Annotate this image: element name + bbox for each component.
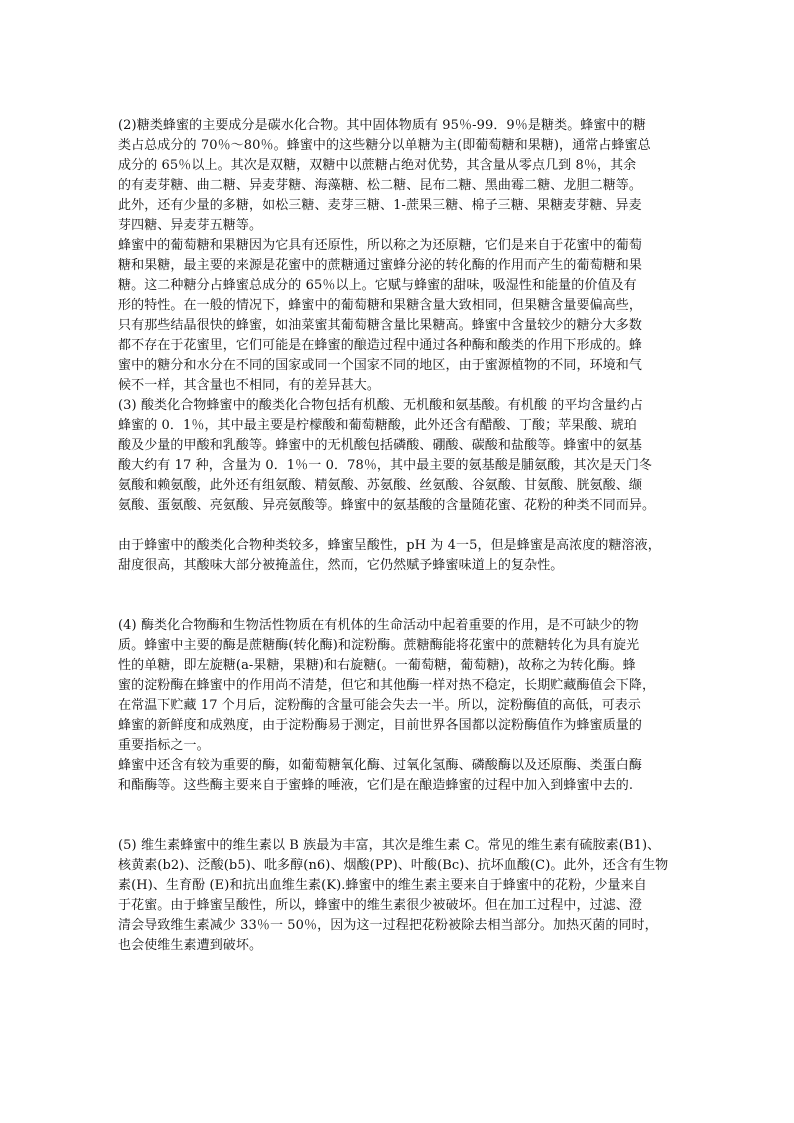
- text-line: 蜂蜜的新鲜度和成熟度，由于淀粉酶易于测定，目前世界各国都以淀粉酶值作为蜂蜜质量的: [118, 718, 643, 733]
- text-line: 也会使维生素遭到破坏。: [118, 938, 263, 953]
- text-line: 重要指标之一。: [118, 738, 210, 753]
- text-line: 都不存在于花蜜里，它们可能是在蜂蜜的酿造过程中通过各种酶和酸类的作用下形成的。蜂: [118, 338, 643, 353]
- section-acidity-note: [118, 536, 680, 576]
- text-line: 糖和果糖，最主要的来源是花蜜中的蔗糖通过蜜蜂分泌的转化酶的作用而产生的葡萄糖和果: [118, 258, 643, 273]
- text-line: (4) 酶类化合物酶和生物活性物质在有机体的生命活动中起着重要的作用，是不可缺少的物: [118, 618, 639, 633]
- text-line: 核黄素(b2)、泛酸(b5)、吡多醇(n6)、烟酸(PP)、叶酸(Bc)、抗坏血酸(C)。此外，还含有生物: [118, 858, 669, 873]
- text-line: 甜度很高，其酸味大部分被掩盖住，然而，它仍然赋予蜂蜜味道上的复杂性。: [118, 558, 564, 573]
- text-line: 蜂蜜中还含有较为重要的酶，如葡萄糖氧化酶、过氧化氢酶、磷酸酶以及还原酶、类蛋白酶: [118, 758, 643, 773]
- text-line: 于花蜜。由于蜂蜜呈酸性，所以，蜂蜜中的维生素很少被破坏。但在加工过程中，过滤、澄: [118, 898, 643, 913]
- text-line: 只有那些结晶很快的蜂蜜，如油菜蜜其葡萄糖含量比果糖高。蜂蜜中含量较少的糖分大多数: [118, 318, 643, 333]
- text-line: 性的单糖，即左旋糖(a-果糖，果糖)和右旋糖(。一葡萄糖，葡萄糖)，故称之为转化酶。蜂: [118, 658, 636, 673]
- text-line: 形的特性。在一般的情况下，蜂蜜中的葡萄糖和果糖含量大致相同，但果糖含量要偏高些，: [118, 298, 643, 313]
- text-line: 类占总成分的 70％～80％。蜂蜜中的这些糖分以单糖为主(即葡萄糖和果糖)，通常占蜂蜜总: [118, 138, 651, 153]
- text-line: 糖。这二种糖分占蜂蜜总成分的 65％以上。它赋与蜂蜜的甜味，吸湿性和能量的价值及有: [118, 278, 637, 293]
- text-line: 蜂蜜的 0．1％，其中最主要是柠檬酸和葡萄糖酸，此外还含有醋酸、丁酸；苹果酸、琥珀: [118, 418, 637, 433]
- document-page: [118, 116, 680, 956]
- text-line: 和酯酶等。这些酶主要来自于蜜蜂的唾液，它们是在酿造蜂蜜的过程中加入到蜂蜜中去的.: [118, 778, 634, 793]
- text-line: 成分的 65％以上。其次是双糖，双糖中以蔗糖占绝对优势，其含量从零点几到 8％，其余: [118, 158, 637, 173]
- text-line: 蜜中的糖分和水分在不同的国家或同一个国家不同的地区，由于蜜源植物的不同，环境和气: [118, 358, 643, 373]
- text-line: (5) 维生素蜂蜜中的维生素以 B 族最为丰富，其次是维生素 C。常见的维生素有硫胺素(B1)、: [118, 838, 661, 853]
- text-line: 在常温下贮藏 17 个月后，淀粉酶的含量可能会失去一半。所以，淀粉酶值的高低，可表示: [118, 698, 642, 713]
- text-line: 由于蜂蜜中的酸类化合物种类较多，蜂蜜呈酸性，pH 为 4一5，但是蜂蜜是高浓度的糖溶液，: [118, 538, 661, 553]
- text-line: 氨酸和赖氨酸，此外还有组氨酸、精氨酸、苏氨酸、丝氨酸、谷氨酸、甘氨酸、胱氨酸、缬: [118, 478, 643, 493]
- paragraph-gap: [118, 796, 680, 836]
- paragraph-gap: [118, 576, 680, 616]
- text-line: 素(H)、生育酚 (E)和抗出血维生素(K).蜂蜜中的维生素主要来自于蜂蜜中的花粉，少量来自: [118, 878, 647, 893]
- text-line: 氨酸、蛋氨酸、亮氨酸、异亮氨酸等。蜂蜜中的氨基酸的含量随花蜜、花粉的种类不同而异。: [118, 498, 656, 513]
- text-line: 候不一样，其含量也不相同，有的差异甚大。: [118, 378, 381, 393]
- text-line: 蜂蜜中的葡萄糖和果糖因为它具有还原性，所以称之为还原糖，它们是来自于花蜜中的葡萄: [118, 238, 643, 253]
- section-carbohydrates-and-acids: [118, 116, 680, 516]
- text-line: 的有麦芽糖、曲二糖、异麦芽糖、海藻糖、松二糖、昆布二糖、黑曲霉二糖、龙胆二糖等。: [118, 178, 643, 193]
- section-vitamins: [118, 836, 680, 956]
- text-line: 酸及少量的甲酸和乳酸等。蜂蜜中的无机酸包括磷酸、硼酸、碳酸和盐酸等。蜂蜜中的氨基: [118, 438, 643, 453]
- text-line: (2)糖类蜂蜜的主要成分是碳水化合物。其中固体物质有 95％-99．9％是糖类。蜂蜜中的糖: [118, 118, 646, 133]
- paragraph-gap: [118, 516, 680, 536]
- text-line: (3) 酸类化合物蜂蜜中的酸类化合物包括有机酸、无机酸和氨基酸。有机酸 的平均含量约占: [118, 398, 643, 413]
- text-line: 此外，还有少量的多糖，如松三糖、麦芽三糖、1-蔗果三糖、棉子三糖、果糖麦芽糖、异麦: [118, 198, 642, 213]
- text-line: 芽四糖、异麦芽五糖等。: [118, 218, 263, 233]
- text-line: 蜜的淀粉酶在蜂蜜中的作用尚不清楚，但它和其他酶一样对热不稳定，长期贮藏酶值会下降，: [118, 678, 656, 693]
- text-line: 质。蜂蜜中主要的酶是蔗糖酶(转化酶)和淀粉酶。蔗糖酶能将花蜜中的蔗糖转化为具有旋光: [118, 638, 640, 653]
- text-line: 酸大约有 17 种，含量为 0．1％一 0．78％，其中最主要的氨基酸是脯氨酸，其次是天门冬: [118, 458, 653, 473]
- text-line: 清会导致维生素减少 33％一 50％，因为这一过程把花粉被除去相当部分。加热灭菌的同时，: [118, 918, 658, 933]
- section-enzymes: [118, 616, 680, 796]
